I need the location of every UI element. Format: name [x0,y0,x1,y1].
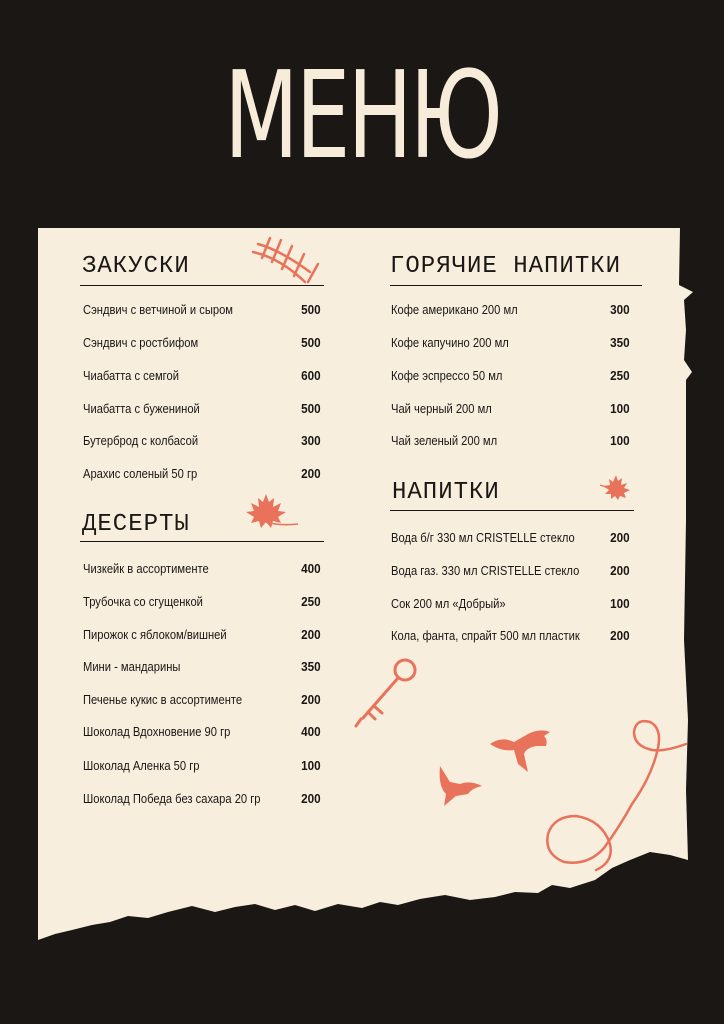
section-heading-deserty: ДЕСЕРТЫ [82,511,190,538]
section-divider [390,510,634,511]
menu-item: Кофе капучино 200 мл 350 [391,335,630,350]
menu-item: Арахис соленый 50 гр 200 [83,466,321,481]
section-heading-zakuski: ЗАКУСКИ [82,253,190,280]
section-heading-hot-drinks: ГОРЯЧИЕ НАПИТКИ [390,253,622,280]
menu-item: Кофе эспрессо 50 мл 250 [391,368,630,383]
menu-item: Шоколад Аленка 50 гр 100 [83,758,321,773]
menu-item: Шоколад Победа без сахара 20 гр 200 [83,791,321,806]
maple-leaf-icon [244,492,300,534]
menu-item: Бутерброд с колбасой 300 [83,433,321,448]
menu-item: Мини - мандарины 350 [83,659,321,674]
menu-item: Вода б/г 330 мл CRISTELLE стекло 200 [391,530,630,545]
section-divider [80,541,324,542]
key-icon [350,655,424,733]
flying-bird-icon [434,764,486,808]
menu-item: Чиабатта с семгой 600 [83,368,321,383]
menu-item: Чай черный 200 мл 100 [391,401,630,416]
section-divider [390,285,642,286]
menu-item: Сэндвич с ростбифом 500 [83,335,321,350]
menu-item: Шоколад Вдохновение 90 гр 400 [83,724,321,739]
menu-item: Вода газ. 330 мл CRISTELLE стекло 200 [391,563,630,578]
menu-item: Пирожок с яблоком/вишней 200 [83,627,321,642]
menu-item: Чиабатта с бужениной 500 [83,401,321,416]
menu-title: МЕНЮ [224,47,500,186]
menu-item: Сок 200 мл «Добрый» 100 [391,596,630,611]
menu-item: Кола, фанта, спрайт 500 мл пластик 200 [391,628,630,643]
menu-item: Печенье кукис в ассортименте 200 [83,692,321,707]
menu-item: Кофе американо 200 мл 300 [391,302,630,317]
maple-leaf-icon [598,473,632,501]
loop-string-icon [540,716,690,872]
menu-item: Чизкейк в ассортименте 400 [83,561,321,576]
menu-item: Трубочка со сгущенкой 250 [83,594,321,609]
scribble-lines-icon [250,236,326,288]
menu-item: Чай зеленый 200 мл 100 [391,433,630,448]
section-heading-drinks: НАПИТКИ [392,479,500,506]
menu-item: Сэндвич с ветчиной и сыром 500 [83,302,321,317]
